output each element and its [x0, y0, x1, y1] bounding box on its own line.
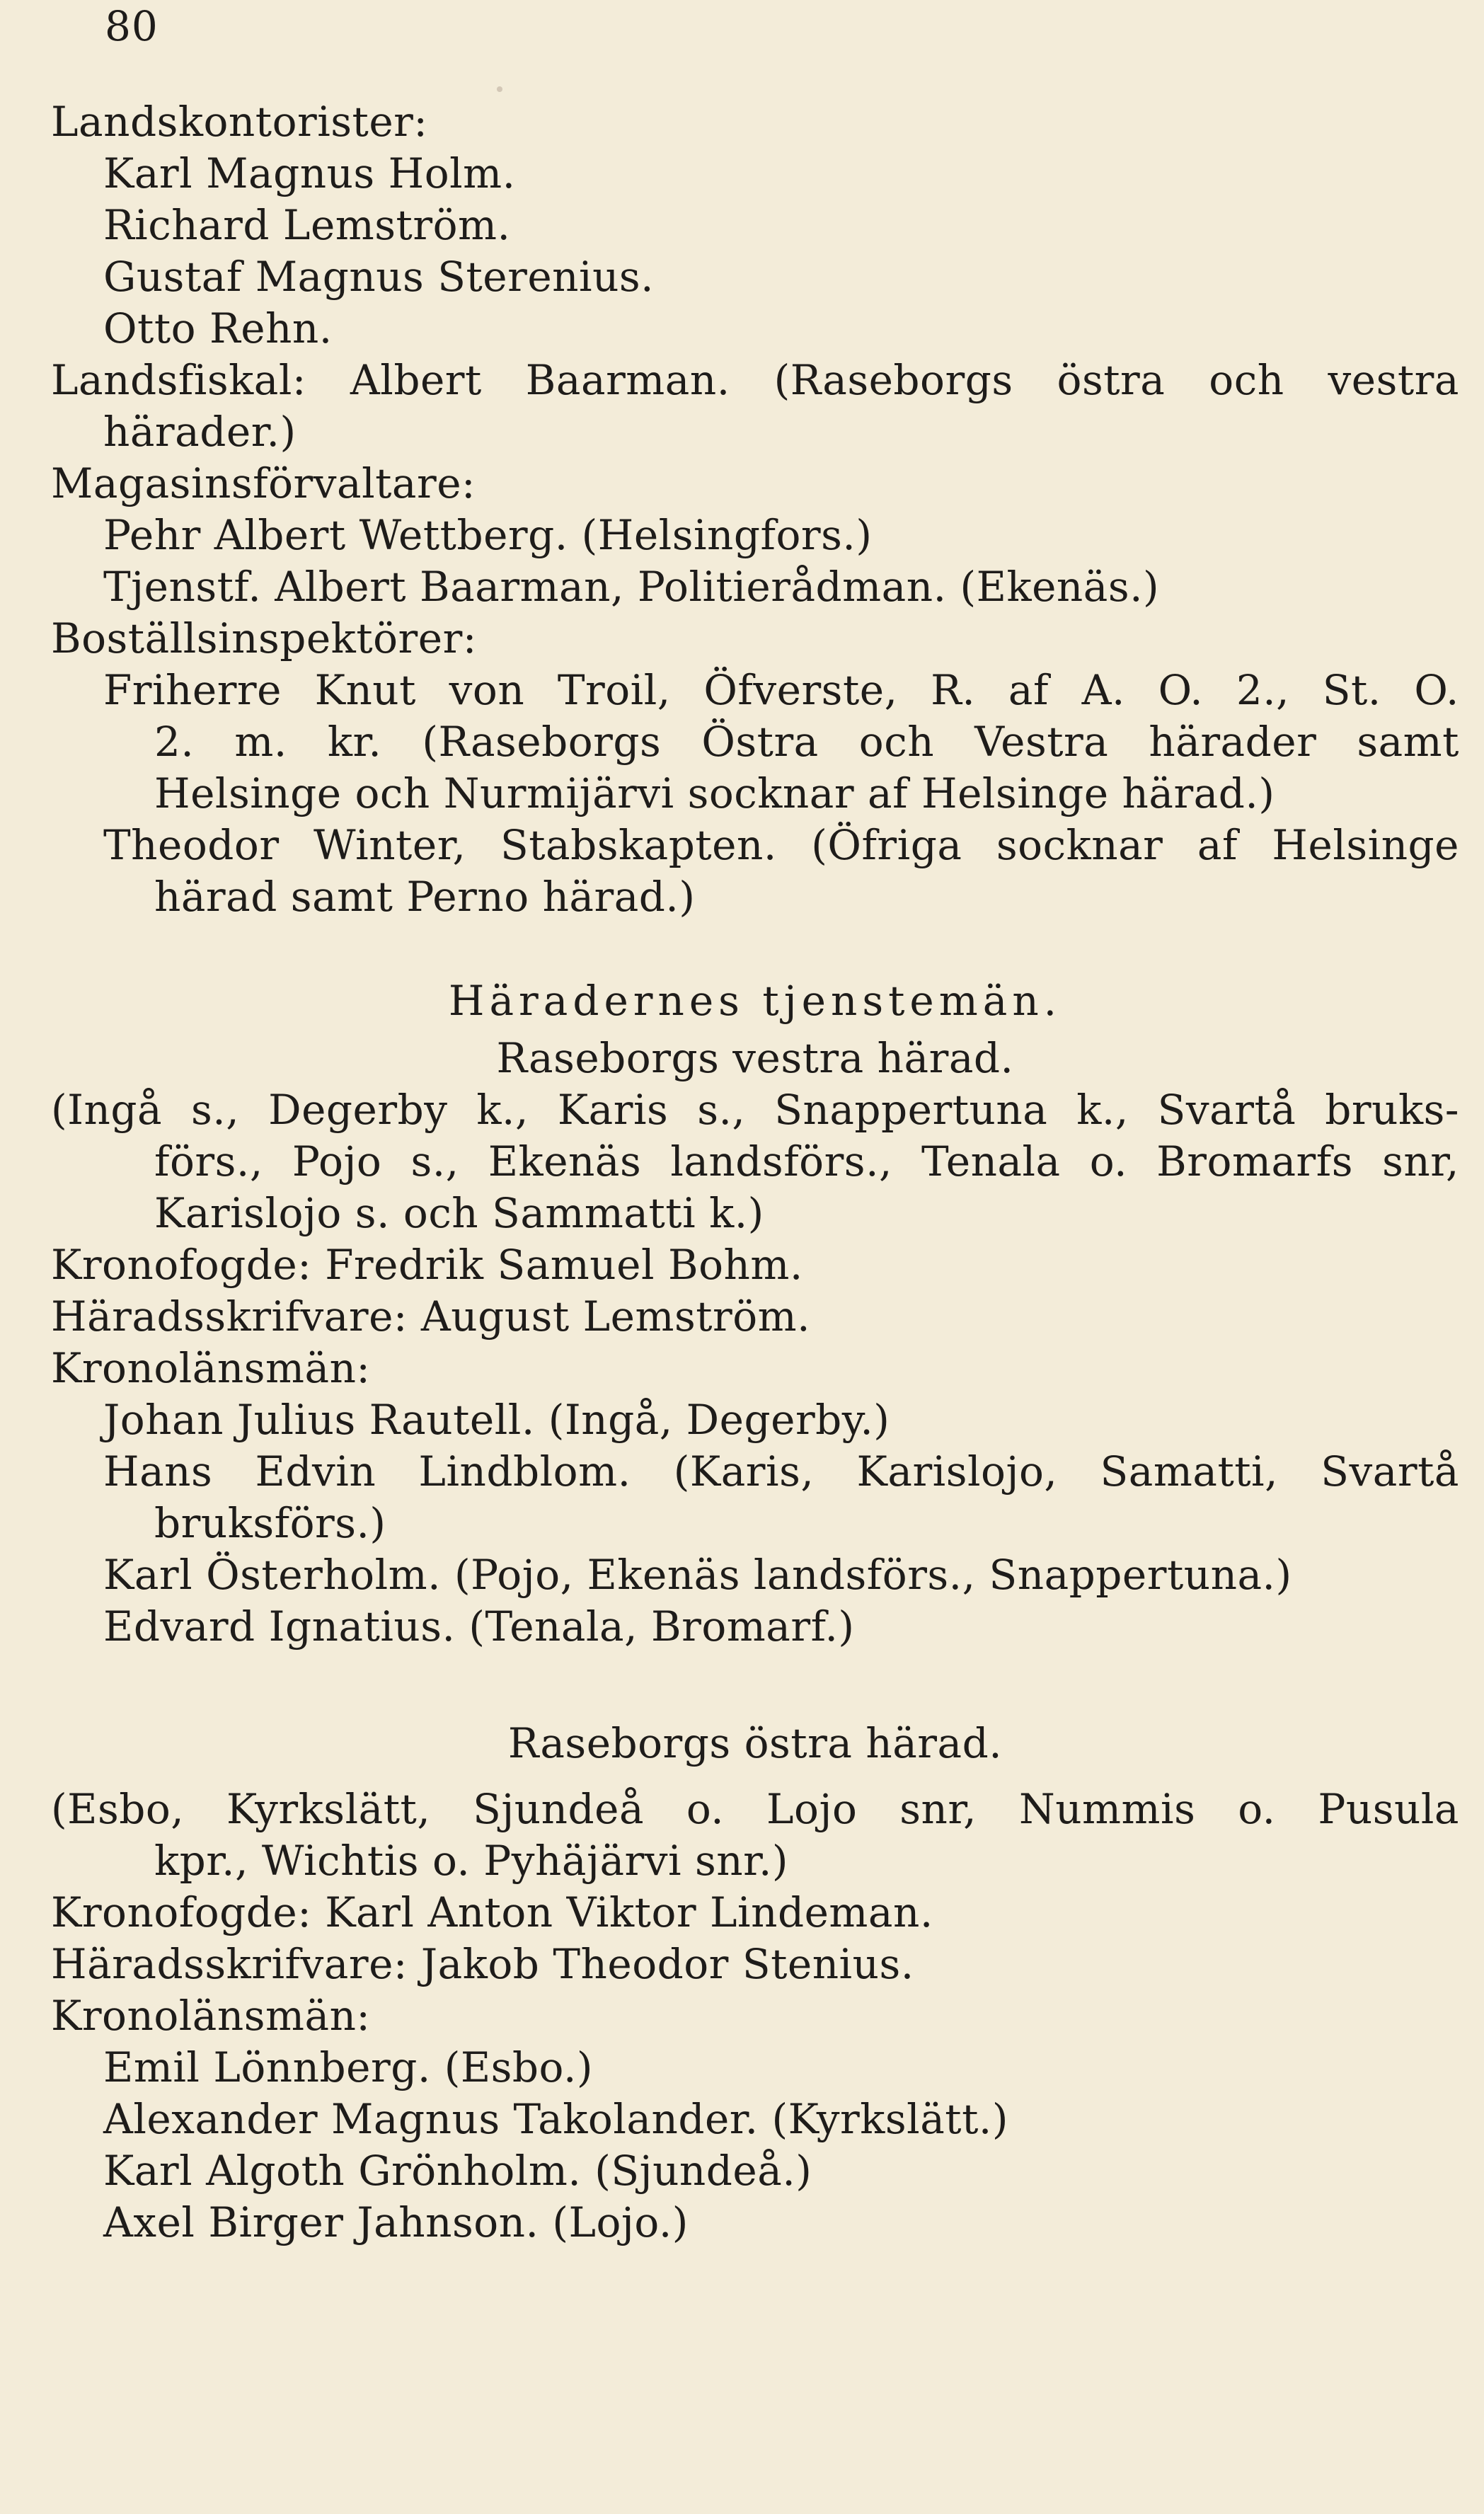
text-line: Helsinge och Nurmijärvi socknar af Helsinge härad.)	[154, 769, 1275, 817]
text-line: Karl Österholm. (Pojo, Ekenäs landsförs., Snappertuna.)	[103, 1551, 1292, 1599]
text-line: Tjenstf. Albert Baarman, Politierådman. (Ekenäs.)	[103, 563, 1160, 611]
text-line: Karl Magnus Holm.	[103, 149, 516, 197]
text-line: Landsfiskal: Albert Baarman. (Raseborgs östra och vestra	[51, 356, 1459, 404]
text-line: Emil Lönnberg. (Esbo.)	[103, 2043, 594, 2091]
heading-kronolansman: Kronolänsmän:	[51, 1344, 371, 1392]
heading-magasinsforvaltare: Magasinsförvaltare:	[51, 459, 476, 507]
text-line: Johan Julius Rautell. (Ingå, Degerby.)	[103, 1396, 890, 1444]
text-line: Kronofogde: Karl Anton Viktor Lindeman.	[51, 1888, 933, 1936]
text-line: Otto Rehn.	[103, 304, 333, 352]
text-line: härad samt Perno härad.)	[154, 873, 696, 921]
heading-kronolansman: Kronolänsmän:	[51, 1992, 371, 2040]
text-line: (Esbo, Kyrkslätt, Sjundeå o. Lojo snr, Nummis o. Pusula	[51, 1785, 1459, 1833]
text-line: Gustaf Magnus Sterenius.	[103, 253, 655, 301]
text-line: Kronofogde: Fredrik Samuel Bohm.	[51, 1241, 803, 1289]
heading-landskontorister: Landskontorister:	[51, 98, 428, 146]
text-line: Häradsskrifvare: Jakob Theodor Stenius.	[51, 1940, 914, 1988]
text-line: Hans Edvin Lindblom. (Karis, Karislojo, Samatti, Svartå	[103, 1447, 1459, 1496]
text-line: Richard Lemström.	[103, 201, 511, 249]
text-line: Karislojo s. och Sammatti k.)	[154, 1189, 764, 1237]
page-text	[51, 96, 1459, 2249]
text-line: bruksförs.)	[154, 1499, 386, 1547]
text-line: Theodor Winter, Stabskapten. (Öfriga socknar af Helsinge	[103, 821, 1459, 869]
heading-bostallsinspektorer: Boställsinspektörer:	[51, 614, 477, 662]
text-line: Friherre Knut von Troil, Öfverste, R. af A. O. 2., St. O.	[103, 666, 1459, 714]
text-line: kpr., Wichtis o. Pyhäjärvi snr.)	[154, 1837, 789, 1885]
text-line: Häradsskrifvare: August Lemström.	[51, 1292, 811, 1341]
text-line: Alexander Magnus Takolander. (Kyrkslätt.)	[103, 2095, 1008, 2143]
text-line: (Ingå s., Degerby k., Karis s., Snappertuna k., Svartå bruks-	[51, 1086, 1459, 1134]
text-line: Pehr Albert Wettberg. (Helsingfors.)	[103, 511, 873, 559]
paper-speck	[497, 86, 502, 92]
text-line: förs., Pojo s., Ekenäs landsförs., Tenala o. Bromarfs snr,	[154, 1137, 1459, 1186]
text-line: Karl Algoth Grönholm. (Sjundeå.)	[103, 2147, 812, 2195]
page-number: 80	[105, 2, 159, 50]
text-line: härader.)	[103, 408, 297, 456]
text-line: Edvard Ignatius. (Tenala, Bromarf.)	[103, 1602, 855, 1651]
section-title-haradernes-tjensteman: Häradernes tjenstemän.	[448, 977, 1062, 1025]
text-line: Axel Birger Jahnson. (Lojo.)	[103, 2198, 689, 2246]
section-subtitle-raseborgs-ostra: Raseborgs östra härad.	[507, 1719, 1003, 1767]
text-line: 2. m. kr. (Raseborgs Östra och Vestra härader samt	[154, 718, 1459, 766]
section-subtitle-raseborgs-vestra: Raseborgs vestra härad.	[496, 1034, 1014, 1082]
